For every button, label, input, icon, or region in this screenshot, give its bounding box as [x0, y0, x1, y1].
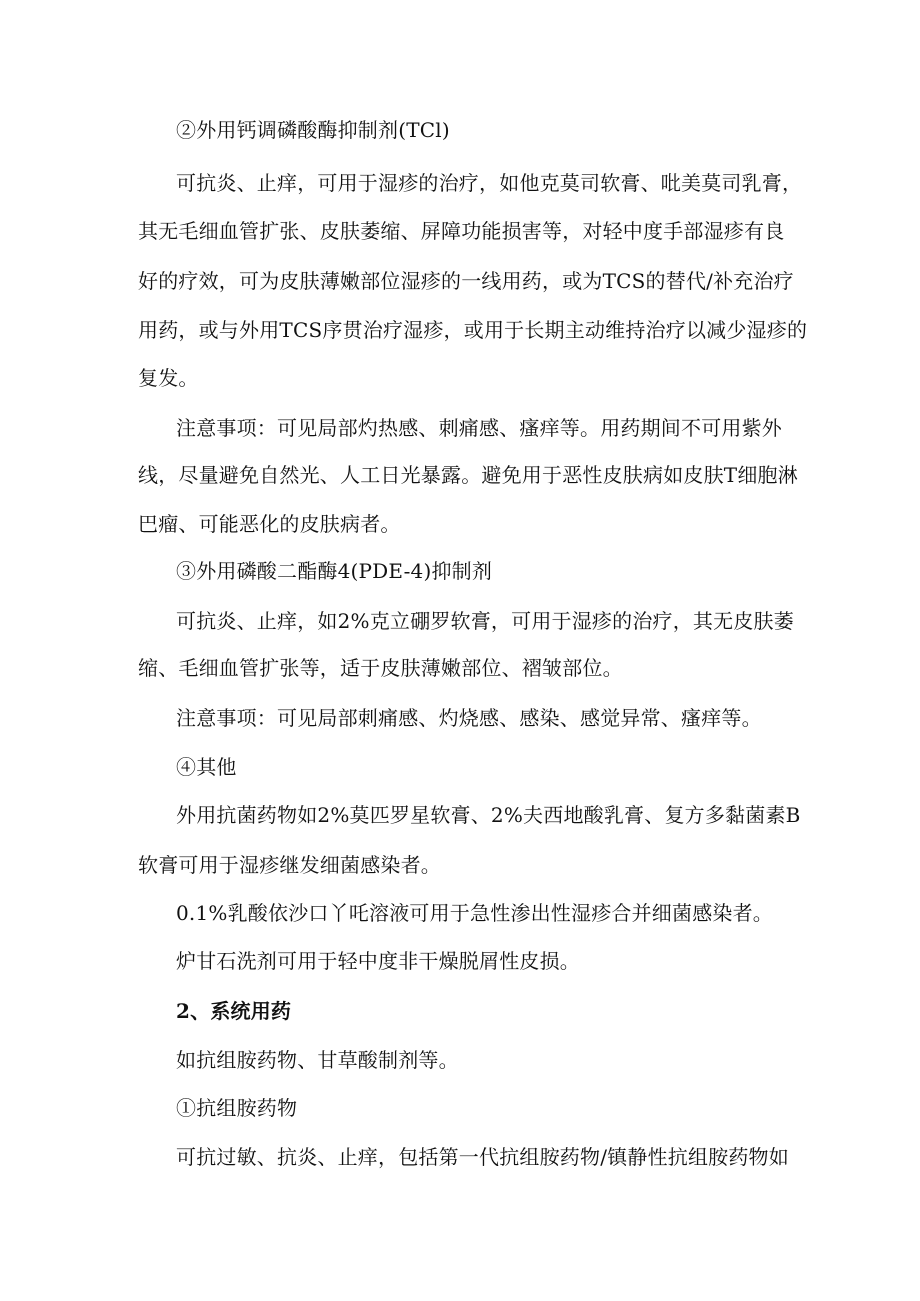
- paragraph-line: 好的疗效，可为皮肤薄嫩部位湿疹的一线用药，或为TCS的替代/补充治疗: [138, 269, 794, 293]
- heading-pde4: ③外用磷酸二酯酶4(PDE-4)抑制剂: [176, 559, 493, 583]
- paragraph-line: 缩、毛细血管扩张等，适于皮肤薄嫩部位、褶皱部位。: [138, 656, 623, 680]
- paragraph-line: 复发。: [138, 366, 199, 390]
- section-heading-systemic: 2、系统用药: [176, 999, 292, 1023]
- paragraph-line: 其无毛细血管扩张、皮肤萎缩、屏障功能损害等，对轻中度手部湿疹有良: [138, 219, 785, 243]
- heading-other: ④其他: [176, 755, 237, 779]
- heading-tci: ②外用钙调磷酸酶抑制剂(TCl): [176, 118, 450, 142]
- paragraph-line: 注意事项：可见局部刺痛感、灼烧感、感染、感觉异常、瘙痒等。: [176, 706, 762, 730]
- paragraph-line: 用药，或与外用TCS序贯治疗湿疹，或用于长期主动维持治疗以减少湿疹的: [138, 318, 808, 342]
- paragraph-line: 注意事项：可见局部灼热感、刺痛感、瘙痒等。用药期间不可用紫外: [176, 416, 782, 440]
- paragraph-line: 线，尽量避免自然光、人工日光暴露。避免用于恶性皮肤病如皮肤T细胞淋: [138, 463, 798, 487]
- paragraph-line: 0.1%乳酸依沙口丫吒溶液可用于急性渗出性湿疹合并细菌感染者。: [176, 901, 774, 925]
- paragraph-line: 可抗过敏、抗炎、止痒，包括第一代抗组胺药物/镇静性抗组胺药物如: [176, 1145, 789, 1169]
- paragraph-line: 炉甘石洗剂可用于轻中度非干燥脱屑性皮损。: [176, 949, 580, 973]
- paragraph-line: 可抗炎、止痒，如2%克立硼罗软膏，可用于湿疹的治疗，其无皮肤萎: [176, 609, 794, 633]
- paragraph-line: 外用抗菌药物如2%莫匹罗星软膏、2%夫西地酸乳膏、复方多黏菌素B: [176, 803, 801, 827]
- paragraph-line: 软膏可用于湿疹继发细菌感染者。: [138, 853, 441, 877]
- paragraph-line: 如抗组胺药物、甘草酸制剂等。: [176, 1048, 459, 1072]
- paragraph-line: 巴瘤、可能恶化的皮肤病者。: [138, 512, 401, 536]
- heading-antihistamine: ①抗组胺药物: [176, 1096, 298, 1120]
- paragraph-line: 可抗炎、止痒，可用于湿疹的治疗，如他克莫司软膏、吡美莫司乳膏，: [176, 171, 803, 195]
